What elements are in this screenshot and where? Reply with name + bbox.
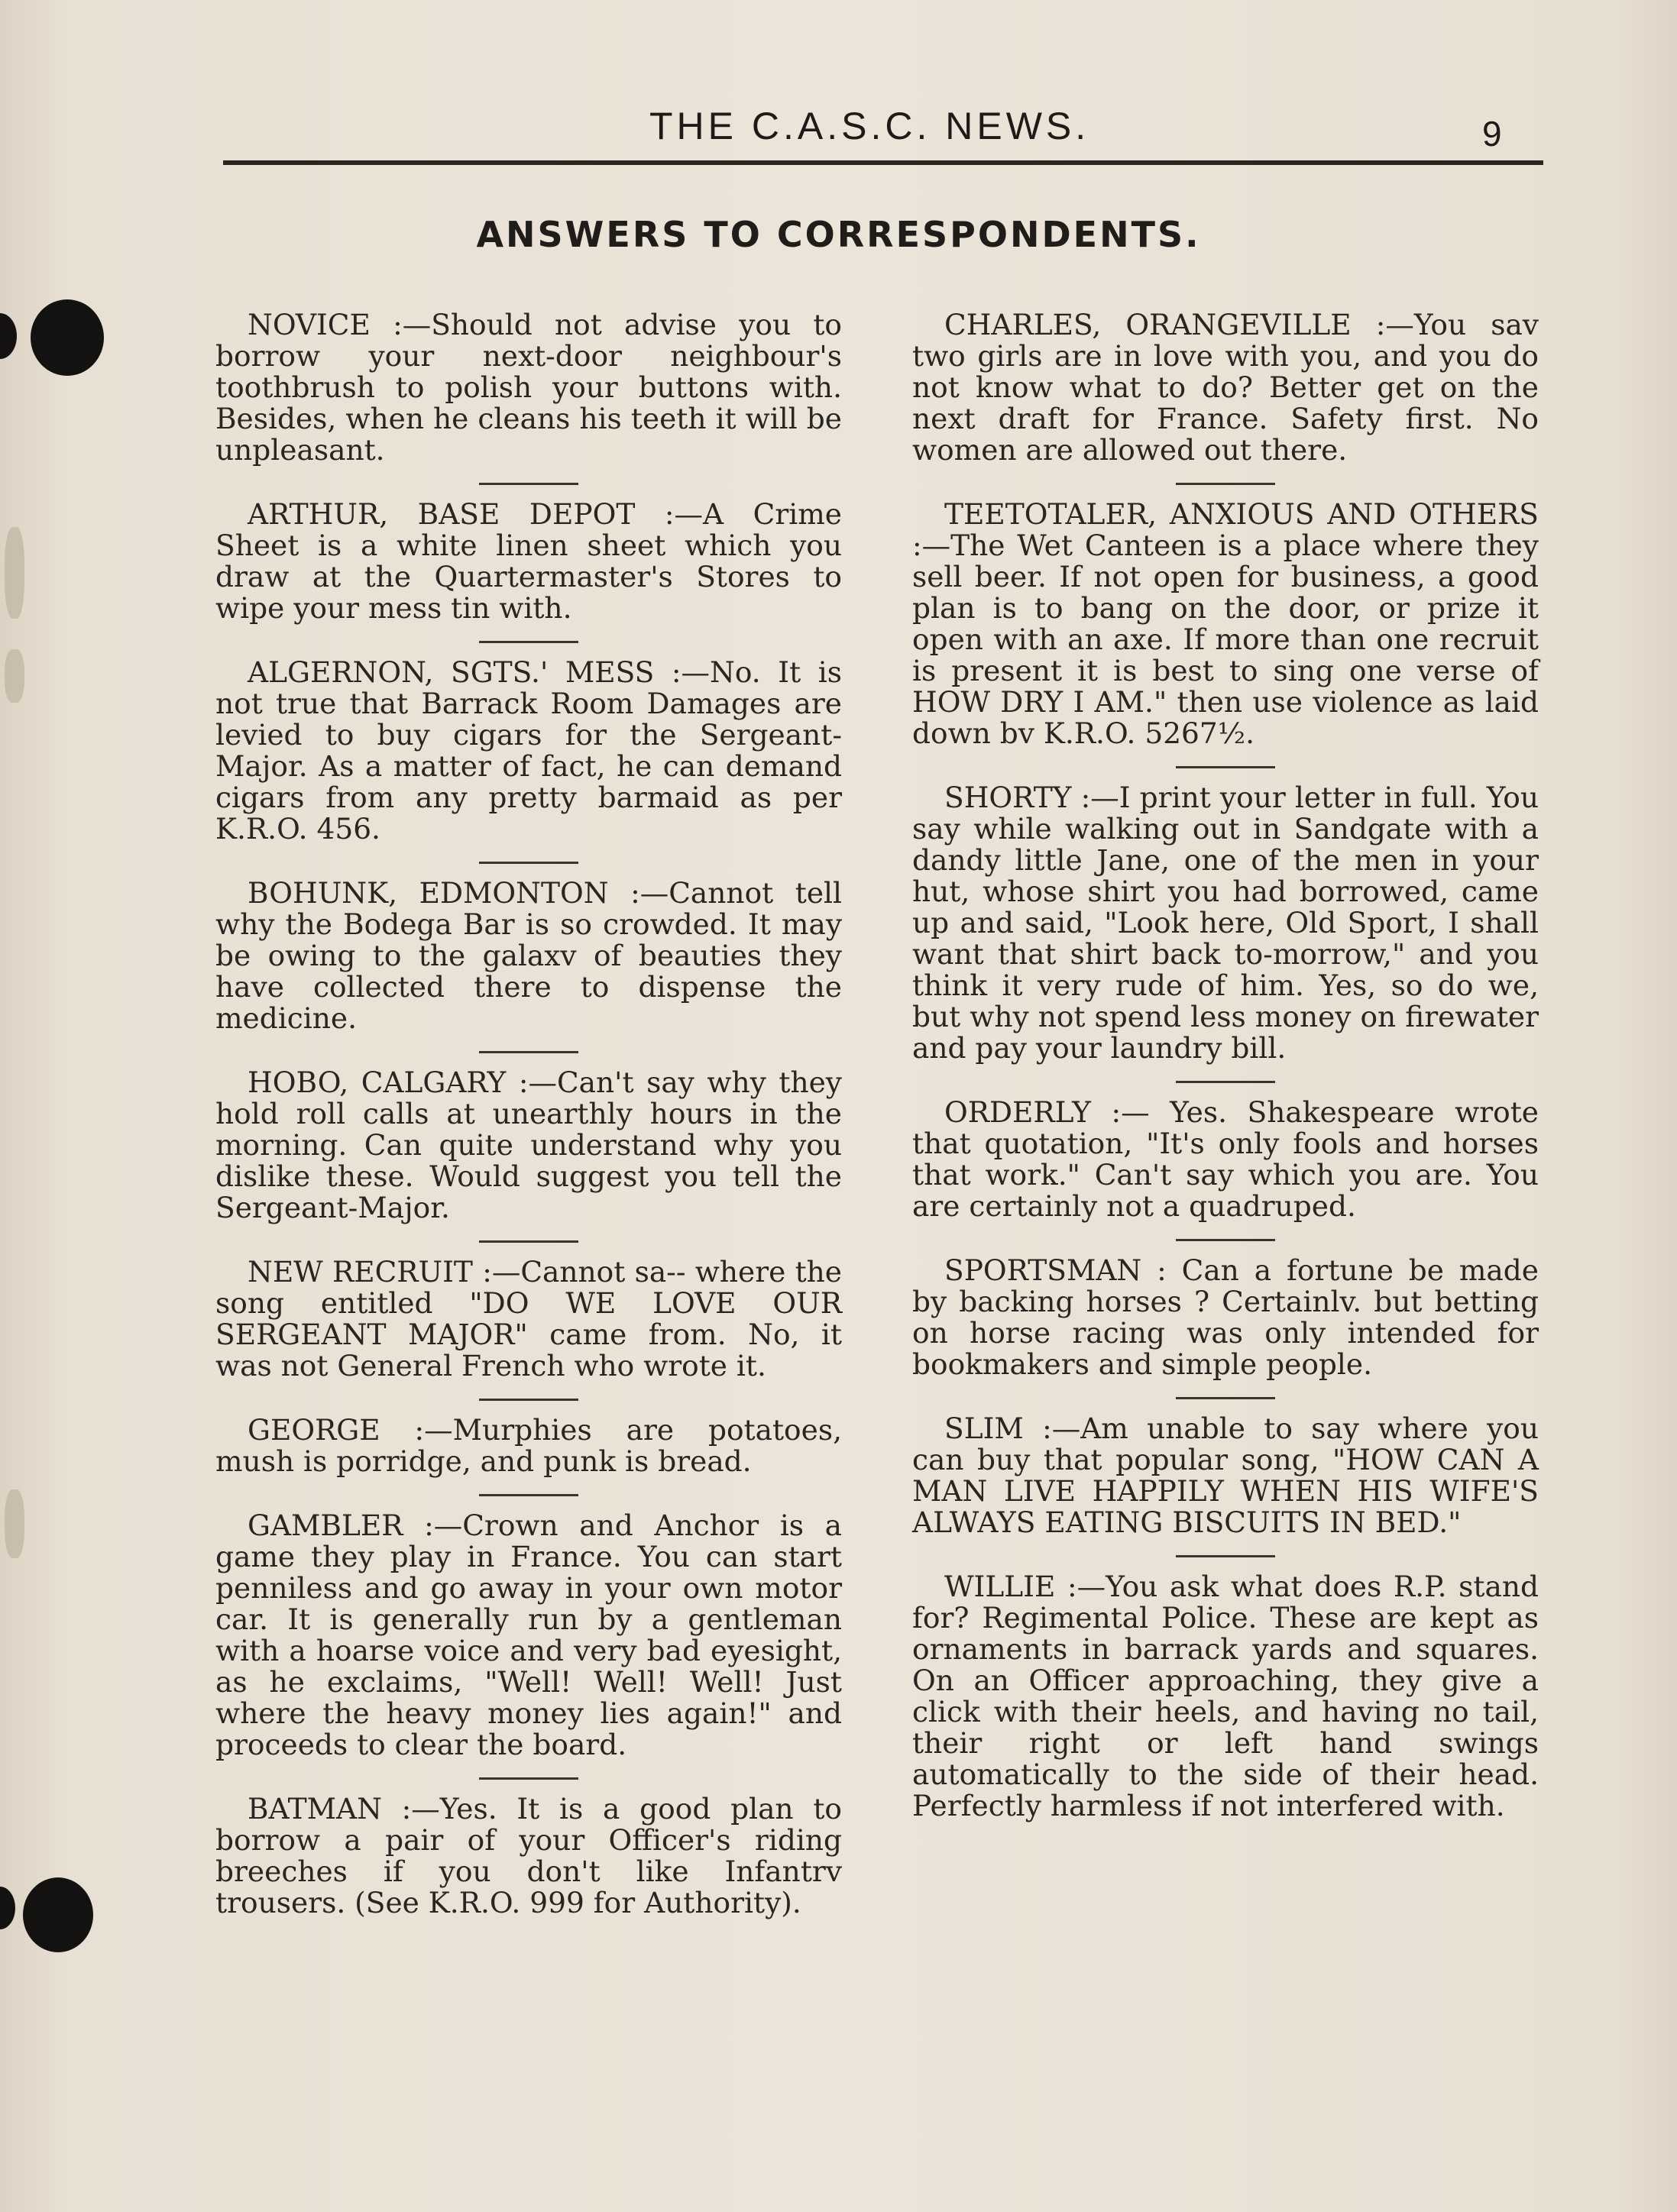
left-column [215, 309, 842, 1919]
answer-text: ALGERNON, SGTS.' MESS :—No. It is not true that Barrack Room Damages are levied to buy cigars for the Sergeant-Major. As a matter of fact, he can demand cigars from any pretty barmaid as per K.R.O. 456. [215, 655, 842, 846]
binding-hole-bottom [23, 1877, 93, 1952]
divider-rule [1176, 483, 1275, 485]
section-heading: ANSWERS TO CORRESPONDENTS. [476, 214, 1201, 255]
answer-text: TEETOTALER, ANXIOUS AND OTHERS :—The Wet Canteen is a place where they sell beer. If not open for business, a good plan is to bang on the door, or prize it open with an axe. If more than one recruit is present it is best to sing one verse of HOW DRY I AM." then use violence as laid down bv K.R.O. 5267½. [912, 497, 1539, 750]
answer-entry [215, 309, 842, 466]
answer-text: CHARLES, ORANGEVILLE :—You sav two girls are in love with you, and you do not know what to do? Better get on the next draft for France. Safety first. No women are allowed out there. [912, 308, 1539, 467]
answer-entry [215, 499, 842, 624]
divider-rule [479, 483, 578, 485]
answer-entry [912, 1097, 1539, 1222]
edge-tear-mark [5, 527, 24, 619]
answer-text: BATMAN :—Yes. It is a good plan to borrow a pair of your Officer's riding breeches if you don't like Infantrv trousers. (See K.R.O. 999 for Authority). [215, 1792, 842, 1919]
answer-text: NEW RECRUIT :—Cannot sa-- where the song entitled "DO WE LOVE OUR SERGEANT MAJOR" came from. No, it was not General French who wrote it. [215, 1255, 842, 1382]
answer-entry [912, 499, 1539, 749]
divider-rule [1176, 1239, 1275, 1241]
answer-entry [912, 782, 1539, 1064]
binding-hole-top-edge [0, 313, 17, 359]
divider-rule [479, 862, 578, 864]
answer-entry [215, 878, 842, 1034]
divider-rule [479, 1777, 578, 1780]
answer-text: SHORTY :—I print your letter in full. You say while walking out in Sandgate with a dandy little Jane, one of the men in your hut, whose shirt you had borrowed, came up and said, "Look here, Old Sport, I shall want that shirt back to-morrow," and you think it very rude of him. Yes, so do we, but why not spend less money on firewater and pay your laundry bill. [912, 781, 1539, 1065]
answer-text: GAMBLER :—Crown and Anchor is a game they play in France. You can start penniless and go away in your own motor car. It is generally run by a gentleman with a hoarse voice and very bad eyesight, as he exclaims, "Well! Well! Well! Just where the heavy money lies again!" and proceeds to clear the board. [215, 1509, 842, 1761]
edge-tear-mark [5, 649, 24, 703]
answer-text: ORDERLY :— Yes. Shakespeare wrote that quotation, "It's only fools and horses that work." Can't say which you are. You are certainly not a quadruped. [912, 1095, 1539, 1223]
divider-rule [479, 1399, 578, 1401]
divider-rule [1176, 1081, 1275, 1083]
page-number: 9 [1482, 114, 1502, 154]
edge-tear-mark [5, 1489, 24, 1558]
answer-entry [215, 1510, 842, 1761]
divider-rule [1176, 1397, 1275, 1399]
header-rule [223, 160, 1543, 165]
answer-text: SPORTSMAN : Can a fortune be made by backing horses ? Certainlv. but betting on horse racing was only intended for bookmakers and simple people. [912, 1253, 1539, 1381]
divider-rule [479, 1240, 578, 1243]
binding-hole-top [31, 299, 104, 376]
divider-rule [479, 1051, 578, 1053]
answer-entry [912, 1255, 1539, 1380]
publication-title: THE C.A.S.C. NEWS. [649, 105, 1090, 147]
divider-rule [479, 641, 578, 643]
answer-text: WILLIE :—You ask what does R.P. stand for? Regimental Police. These are kept as ornaments in barrack yards and squares. On an Officer approaching, they give a click with their heels, and having no tail, their right or left hand swings automatically to the side of their head. Perfectly harmless if not interfered with. [912, 1570, 1539, 1822]
divider-rule [1176, 766, 1275, 768]
divider-rule [479, 1494, 578, 1496]
divider-rule [1176, 1555, 1275, 1557]
answer-entry [215, 1256, 842, 1382]
answer-text: SLIM :—Am unable to say where you can buy that popular song, "HOW CAN A MAN LIVE HAPPILY WHEN HIS WIFE'S ALWAYS EATING BISCUITS IN BED." [912, 1412, 1539, 1539]
answer-text: GEORGE :—Murphies are potatoes, mush is porridge, and punk is bread. [215, 1413, 842, 1478]
answer-entry [215, 1067, 842, 1224]
right-column [912, 309, 1539, 1822]
answer-entry [912, 1413, 1539, 1538]
answer-entry [215, 1415, 842, 1477]
answer-text: BOHUNK, EDMONTON :—Cannot tell why the Bodega Bar is so crowded. It may be owing to the galaxv of beauties they have collected there to dispense the medicine. [215, 876, 842, 1035]
answer-text: NOVICE :—Should not advise you to borrow your next-door neighbour's toothbrush to polish your buttons with. Besides, when he cleans his teeth it will be unpleasant. [215, 308, 842, 467]
answer-entry [215, 657, 842, 845]
binding-hole-bottom-edge [0, 1887, 15, 1929]
answer-entry [912, 1571, 1539, 1822]
answer-entry [215, 1793, 842, 1919]
answer-text: HOBO, CALGARY :—Can't say why they hold roll calls at unearthly hours in the morning. Can quite understand why you dislike these. Would suggest you tell the Sergeant-Major. [215, 1066, 842, 1224]
answer-text: ARTHUR, BASE DEPOT :—A Crime Sheet is a white linen sheet which you draw at the Quartermaster's Stores to wipe your mess tin with. [215, 497, 842, 625]
answer-entry [912, 309, 1539, 466]
